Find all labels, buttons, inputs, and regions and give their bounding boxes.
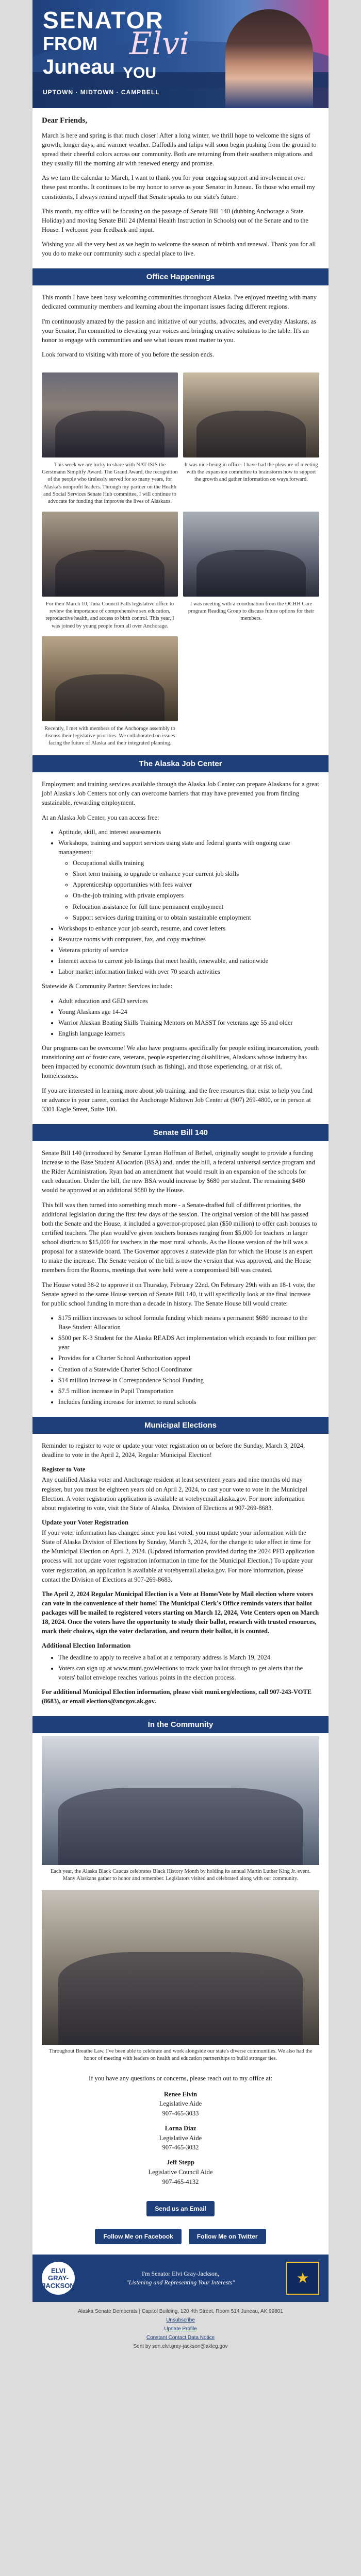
- section-heading-elections: Municipal Elections: [32, 1417, 329, 1434]
- banner-districts: UPTOWN · MIDTOWN · CAMPBELL: [43, 89, 160, 96]
- staff-phone: 907-465-4132: [162, 2178, 199, 2185]
- staff-entry: [42, 2124, 319, 2153]
- staff-name: Lorna Diaz: [165, 2124, 196, 2132]
- office-photo: [183, 372, 319, 457]
- jobcenter-partner-list: [58, 996, 319, 1039]
- unsubscribe-link[interactable]: Unsubscribe: [166, 2317, 195, 2324]
- contact-intro: If you have any questions or concerns, please reach out to my office at:: [89, 2074, 272, 2082]
- list-item: • Internet access to current job listings that meet health, renewable, and nationwide: [58, 956, 319, 965]
- list-item: • The deadline to apply to receive a ballot at a temporary address is March 19, 2024.: [58, 1653, 319, 1662]
- intro-paragraph: March is here and spring is that much closer! After a long winter, we thrill hope to welcome the signs of growth, longer days, and warmer weather. Daffodils and tulips will soon begin pushing from the ground to spread their cheerful colors across our community. Both are returning from their southern migrations and they usually fill the morning air with renewed energy and promise.: [42, 131, 317, 167]
- list-item: • Resource rooms with computers, fax, and copy machines: [58, 935, 319, 944]
- staff-phone: 907-465-3032: [162, 2144, 199, 2151]
- banner-script-name: Elvi: [129, 26, 190, 62]
- sent-by: Sent by sen.elvi.gray-jackson@akleg.gov: [133, 2344, 228, 2350]
- list-item: ◦ Support services during training or to obtain sustainable employment: [73, 913, 319, 922]
- office-photo: [42, 636, 178, 721]
- photo-caption: I was meeting with a coordination from the OCHH Care program Reading Group to discuss future options for their members.: [188, 601, 315, 622]
- footer-band: [32, 2255, 329, 2302]
- list-item: • Young Alaskans age 14-24: [58, 1007, 319, 1016]
- sb140-paragraph: Senate Bill 140 (introduced by Senator Lyman Hoffman of Bethel, originally sought to provide a funding increase to the Base Student Allocation (BSA) and, under the bill, a federal universal service program and the Rider Administration. Ryan had an amendment that would result in an expansion of the schools for each education. Under the bill, the new BSA would increase by $680 per student. The remaining $480 would be approved at an additional $680 by the House.: [42, 1149, 315, 1194]
- social-button-row: [32, 2224, 329, 2255]
- list-item: • Voters can sign up at www.muni.gov/elections to track your ballot through to get alerts that the voters' ballot envelope reaches various points in the election process.: [58, 1664, 319, 1682]
- banner-senator: SENATOR: [43, 7, 164, 33]
- elections-subheading: Register to Vote: [42, 1466, 86, 1473]
- list-item: ◦ Occupational skills training: [73, 858, 319, 868]
- section-heading-community: In the Community: [32, 1716, 329, 1733]
- office-paragraph: Look forward to visiting with more of you before the session ends.: [42, 350, 214, 358]
- list-item: • $175 million increases to school formula funding which means a permanent $680 increase to the Base Student Allocation: [58, 1313, 319, 1332]
- newsletter-card: [32, 0, 329, 2302]
- office-caption-grid: [32, 600, 329, 633]
- jobcenter-paragraph: If you are interested in learning more about job training, and the free resources that exist to help you find or advance in your career, contact the Anchorage Midtown Job Center at (907) 269-4800, or in person at 3301 Eagle Street, Suite 100.: [42, 1087, 313, 1113]
- contact-section: [32, 2066, 329, 2194]
- jobcenter-section: [32, 772, 329, 1124]
- senator-logo: ELVI GRAY-JACKSON: [42, 2262, 75, 2295]
- section-heading-sb140: Senate Bill 140: [32, 1124, 329, 1141]
- intro-paragraph: This month, my office will be focusing on the passage of Senate Bill 140 (dubbing Anchorage a State Holiday) and moving Senate Bill 24 (Mental Health Instruction in Schools) out of the Senate and to the House. I welcome your feedback and input.: [42, 207, 308, 233]
- list-item: • $7.5 million increase in Pupil Transportation: [58, 1386, 319, 1396]
- list-item: ◦ Relocation assistance for full time permanent employment: [73, 902, 319, 911]
- elections-subheading: Additional Election Information: [42, 1642, 131, 1650]
- email-button-row: [32, 2194, 329, 2224]
- staff-phone: 907-465-3033: [162, 2110, 199, 2117]
- elections-paragraph: If your voter information has changed since you last voted, you must update your information with the State of Alaska Division of Elections by Sunday, March 3, 2024, for the change to take effect in time for the Municipal Election on April 2, 2024. (Updated information provided during the 2024 PFD application process will not update voter registration information in time for the Municipal Election.) To update your voter registration, an application is available at votebyemail.alaska.gov. For more information, please contact the Division of Elections at 907-269-8683.: [42, 1529, 315, 1583]
- photo-caption: Throughout Breathe Law, I've been able to celebrate and work alongside our state's diverse communities. We also had the honor of meeting with leaders on health and education partnerships to build stronger ties.: [48, 2048, 313, 2061]
- intro-section: [32, 108, 329, 268]
- list-item: ◦ Short term training to upgrade or enhance your current job skills: [73, 869, 319, 878]
- elections-list: [58, 1653, 319, 1682]
- office-photo-grid: [32, 509, 329, 600]
- footer-line: "Listening and Representing Your Interests": [126, 2279, 235, 2286]
- photo-caption: It was nice being in office. I have had the pleasure of meeting with the expansion committee to brainstorm how to support the growth and gather information on ways forward.: [184, 462, 318, 483]
- office-photo-grid: [32, 633, 329, 724]
- staff-role: Legislative Council Aide: [148, 2168, 213, 2176]
- sb140-paragraph: The House voted 38-2 to approve it on Thursday, February 22nd. On February 29th with an 18-1 vote, the Senate agreed to the same House version of Senate Bill 140, it will specifically look at the final increase for public school funding in more than a decade in history. The Senate House bill would create:: [42, 1281, 315, 1307]
- list-item-text: Workshops, training and support services using state and federal grants with ongoing case management:: [58, 839, 290, 856]
- banner-from: FROM: [43, 33, 97, 54]
- list-item: • Adult education and GED services: [58, 996, 319, 1006]
- elections-paragraph: Reminder to register to vote or update your voter registration on or before the Sunday, March 3, 2024, deadline to vote in the April 2, 2024, Regular Municipal Election!: [42, 1442, 305, 1459]
- footer-line: I'm Senator Elvi Gray-Jackson,: [141, 2270, 220, 2278]
- section-heading-jobcenter: The Alaska Job Center: [32, 755, 329, 772]
- photo-caption: For their March 10, Tuna Council Falls legislative office to review the importance of comprehensive sex education, reproductive health, and access to birth control. This year, I was joined by young people from all over Anchorage.: [45, 601, 174, 629]
- fine-print: [32, 2302, 329, 2356]
- office-photo: [183, 512, 319, 597]
- sb140-list: [58, 1313, 319, 1406]
- data-notice-link[interactable]: Constant Contact Data Notice: [146, 2335, 215, 2341]
- staff-role: Legislative Aide: [159, 2100, 202, 2108]
- jobcenter-paragraph: Employment and training services available through the Alaska Job Center can prepare Alaskans for a great job! Alaska's Job Centers not only can overcome barriers that may have prevented you from finding sustainable, rewarding employment.: [42, 781, 319, 807]
- office-section: [32, 285, 329, 369]
- community-photo: [42, 1890, 319, 2045]
- list-item: [58, 838, 319, 922]
- elections-section: [32, 1434, 329, 1716]
- list-item: • Warrior Alaskan Beating Skills Training Mentors on MASST for veterans age 55 and older: [58, 1018, 319, 1027]
- staff-name: Renee Elvin: [163, 2090, 198, 2098]
- list-item: • Aptitude, skill, and interest assessments: [58, 827, 319, 837]
- sb140-paragraph: This bill was then turned into something much more - a Senate-drafted full of different priorities, the additional legislation during the first few days of the session. The original version of the bill has passed both the Senate and the House, it included a governor-proposed plan ($50 million) to offer cash bonuses to certified teachers. The plan would've given teachers bonuses ranging from $5,000 for teachers in larger school districts to $15,000 for teachers in the most rural schools. As the House version of the bill was a proposal for a statewide board. The Governor approves a statewide plan for which the House is an expert to make the increase. The Senate version of the bill is now the version that was approved, and the House members from the Rooms, meetings that were held were a compromised bill was created.: [42, 1201, 317, 1274]
- elections-subheading: Update your Voter Registration: [42, 1518, 128, 1526]
- banner-you: YOU: [123, 64, 157, 81]
- photo-caption: Each year, the Alaska Black Caucus celebrates Black History Month by holding its annual Martin Luther King Jr. event. Many Alaskans gather to honor and remember. Legislators visited and celebrated along with our community.: [50, 1869, 311, 1882]
- photo-caption: This week we are lucky to share with NAT-ISIS the Gerstmann Simplify Award. The Grand Award, the recognition of the people who tirelessly served for so many years, for Alaska's nonprofit leaders. Through my partner on the Health and Social Services Senate Hub committee, I will continue to advocate for funding that improves the lives of Alaskans.: [42, 462, 178, 504]
- banner-juneau: Juneau: [43, 56, 116, 78]
- alaska-flag-icon: ★: [286, 2262, 319, 2295]
- office-paragraph: I'm continuously amazed by the passion and initiative of our youths, advocates, and everyday Alaskans, as your Senator, I'm committed to elevating your voices and bringing creative solutions to the table. It's an honor to engage with communities and see what issues most matter to you.: [42, 317, 316, 344]
- office-paragraph: This month I have been busy welcoming communities throughout Alaska. I've enjoyed meeting with many dedicated community members and learning about the important issues facing different regions.: [42, 294, 317, 311]
- senator-portrait: [225, 9, 313, 108]
- staff-role: Legislative Aide: [159, 2134, 202, 2142]
- jobcenter-paragraph: Our programs can be overcome! We also have programs specifically for people exiting incarceration, youth transitioning out of foster care, veterans, people experiencing disabilities, Alaskans whose industry has been impacted by economic downturn (such as fishing), and those experiencing, or at risk of, homelessness.: [42, 1044, 319, 1080]
- list-item: • Creation of a Statewide Charter School Coordinator: [58, 1365, 319, 1374]
- list-item: ◦ Apprenticeship opportunities with fees waiver: [73, 880, 319, 889]
- send-email-button[interactable]: Send us an Email: [146, 2201, 214, 2216]
- update-profile-link[interactable]: Update Profile: [164, 2326, 197, 2332]
- list-item: • Includes funding increase for internet to rural schools: [58, 1397, 319, 1406]
- list-item: • Provides for a Charter School Authorization appeal: [58, 1353, 319, 1363]
- community-photo: [42, 1736, 319, 1865]
- list-item: • Workshops to enhance your job search, resume, and cover letters: [58, 924, 319, 933]
- list-item: ◦ On-the-job training with private employers: [73, 891, 319, 900]
- staff-entry: [42, 2158, 319, 2187]
- elections-subheading: The April 2, 2024 Regular Municipal Election is a Vote at Home/Vote by Mail election where voters can vote in the convenience of their home! The Municipal Clerk's Office reminds voters that ballot packages will be mailed to registered voters starting on March 12, 2024, Vote Centers open on March 18, 2024. Once the voters have the opportunity to study their ballot, research with trusted resources, mark their choices, sign the voter declaration, and return their ballot, it is counted.: [42, 1590, 319, 1635]
- office-caption-grid: [32, 724, 329, 751]
- list-item: • English language learners: [58, 1029, 319, 1038]
- photo-caption: Recently, I met with members of the Anchorage assembly to discuss their legislative priorities. We collaborated on issues facing the future of Alaska and their integrated planning.: [44, 725, 175, 747]
- staff-name: Jeff Stepp: [167, 2159, 194, 2166]
- footer-signature: [83, 2269, 278, 2287]
- list-item: • $14 million increase in Correspondence School Funding: [58, 1376, 319, 1385]
- jobcenter-sublist: [73, 858, 319, 922]
- list-item: • $500 per K-3 Student for the Alaska READS Act implementation which expands to four million per year: [58, 1333, 319, 1352]
- list-item: • Veterans priority of service: [58, 945, 319, 955]
- greeting: Dear Friends,: [42, 116, 88, 125]
- section-heading-office: Office Happenings: [32, 268, 329, 285]
- elections-paragraph: Any qualified Alaska voter and Anchorage resident at least seventeen years and nine months old may register, but you must be eighteen years old on April 2, 2024, to cast your vote to vote in the Municipal Election. A voter registration application is available at votebyemail.alaska.gov. For more information about registering to vote, visit the State of Alaska, Division of Elections at 907-269-8683.: [42, 1476, 308, 1512]
- list-item: • Labor market information linked with over 70 search activities: [58, 967, 319, 976]
- elections-paragraph: For additional Municipal Election information, please visit muni.org/elections, call 907-243-VOTE (8683), or email elections@ancgov.ak.gov.: [42, 1688, 312, 1705]
- office-address: Alaska Senate Democrats | Capitol Building, 120 4th Street, Room 514 Juneau, AK 99801: [78, 2309, 283, 2315]
- header-banner: [32, 0, 329, 108]
- jobcenter-list: [58, 827, 319, 977]
- facebook-button[interactable]: Follow Me on Facebook: [95, 2229, 181, 2244]
- intro-paragraph: Wishing you all the very best as we begin to welcome the season of rebirth and renewal. Thank you for all you do to make our community such a special place to live.: [42, 241, 316, 258]
- office-photo-grid: [32, 369, 329, 461]
- sb140-section: [32, 1141, 329, 1417]
- jobcenter-paragraph: Statewide & Community Partner Services include:: [42, 982, 173, 990]
- staff-entry: [42, 2090, 319, 2119]
- office-photo: [42, 372, 178, 457]
- twitter-button[interactable]: Follow Me on Twitter: [189, 2229, 266, 2244]
- office-caption-grid: [32, 461, 329, 509]
- office-photo: [42, 512, 178, 597]
- intro-paragraph: As we turn the calendar to March, I want to thank you for your ongoing support and involvement over these past months. It continues to be my honor to serve as your Senator in Juneau. To those who email my constituents, I always remind myself that Senate speaks to our state's future.: [42, 174, 316, 200]
- jobcenter-paragraph: At an Alaska Job Center, you can access free:: [42, 814, 159, 821]
